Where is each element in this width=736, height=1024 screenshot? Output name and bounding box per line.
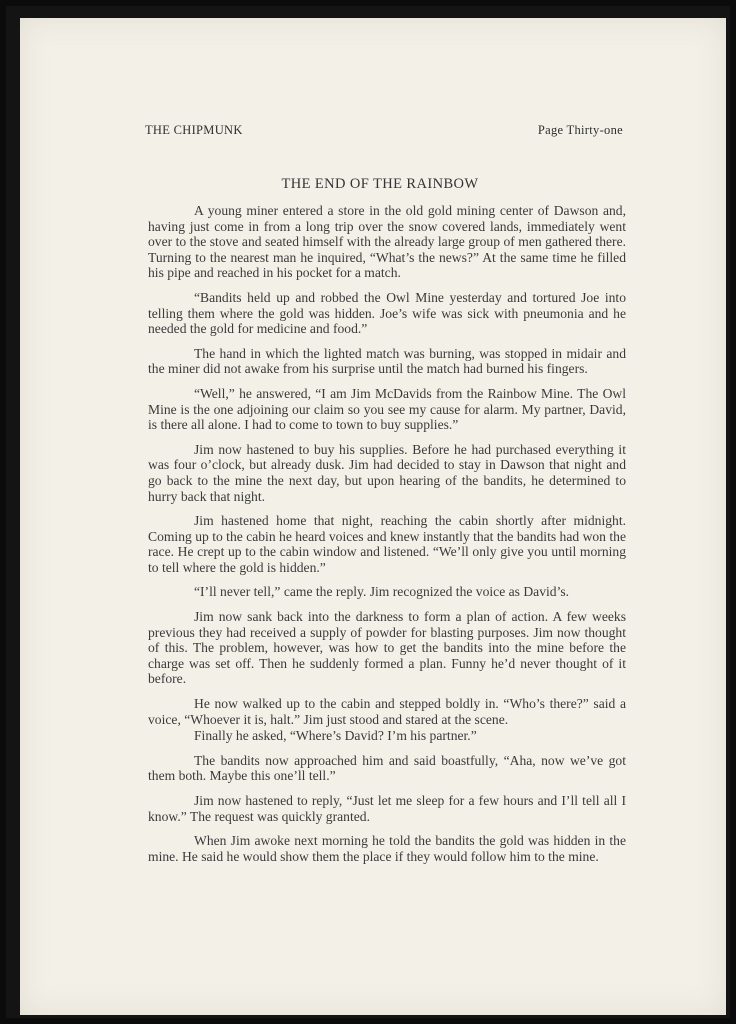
publication-name: THE CHIPMUNK [145, 123, 243, 137]
paragraph: The hand in which the lighted match was burning, was stopped in midair and the miner did not awake from his surprise until the match had burned his fingers. [148, 345, 626, 377]
story-body [148, 203, 626, 873]
paragraph: Jim now hastened to buy his supplies. Before he had purchased everything it was four o’clock, but already dusk. Jim had decided to stay in Dawson that night and go back to the mine the next day, but upon hearing of the bandits, he determined to hurry back that night. [148, 441, 626, 504]
paragraph: The bandits now approached him and said boastfully, “Aha, now we’ve got them both. Maybe this one’ll tell.” [148, 752, 626, 784]
paragraph: “I’ll never tell,” came the reply. Jim recognized the voice as David’s. [194, 584, 570, 600]
paragraph: Jim now sank back into the darkness to form a plan of action. A few weeks previous they had received a supply of powder for blasting purposes. Jim now thought of this. The problem, however, was how to get the bandits into the mine before the charge was set off. Then he suddenly formed a plan. Funny he’d never thought of it before. [148, 609, 626, 687]
paragraph: He now walked up to the cabin and stepped boldly in. “Who’s there?” said a voice, “Whoever it is, halt.” Jim just stood and stared at the scene. [148, 696, 626, 727]
paragraph: Jim now hastened to reply, “Just let me sleep for a few hours and I’ll tell all I know.” The request was quickly granted. [148, 793, 626, 824]
paragraph: Jim hastened home that night, reaching the cabin shortly after midnight. Coming up to the cabin he heard voices and knew instantly that the bandits had won the race. He crept up to the cabin window and listened. “We’ll only give you until morning to tell where the gold is hidden.” [148, 513, 626, 575]
story-title: THE END OF THE RAINBOW [281, 176, 479, 192]
page-number-label: Page Thirty-one [537, 123, 623, 137]
paragraph: “Well,” he answered, “I am Jim McDavids from the Rainbow Mine. The Owl Mine is the one adjoining our claim so you see my cause for alarm. My partner, David, is there all alone. I had to come to town to buy supplies.” [148, 385, 626, 433]
magazine-page [20, 18, 726, 1015]
paragraph: A young miner entered a store in the old gold mining center of Dawson and, having just come in from a long trip over the snow covered lands, immediately went over to the stove and seated himself with the already large group of men gathered there. Turning to the nearest man he inquired, “What’s the news?” At the same time he filled his pipe and reached in his pocket for a match. [148, 203, 626, 281]
paragraph: “Bandits held up and robbed the Owl Mine yesterday and tortured Joe into telling them where the gold was hidden. Joe’s wife was sick with pneumonia and he needed the gold for medicine and food.” [148, 289, 626, 337]
paragraph: Finally he asked, “Where’s David? I’m his partner.” [194, 728, 477, 744]
paragraph: When Jim awoke next morning he told the bandits the gold was hidden in the mine. He said he would show them the place if they would follow him to the mine. [148, 833, 626, 864]
